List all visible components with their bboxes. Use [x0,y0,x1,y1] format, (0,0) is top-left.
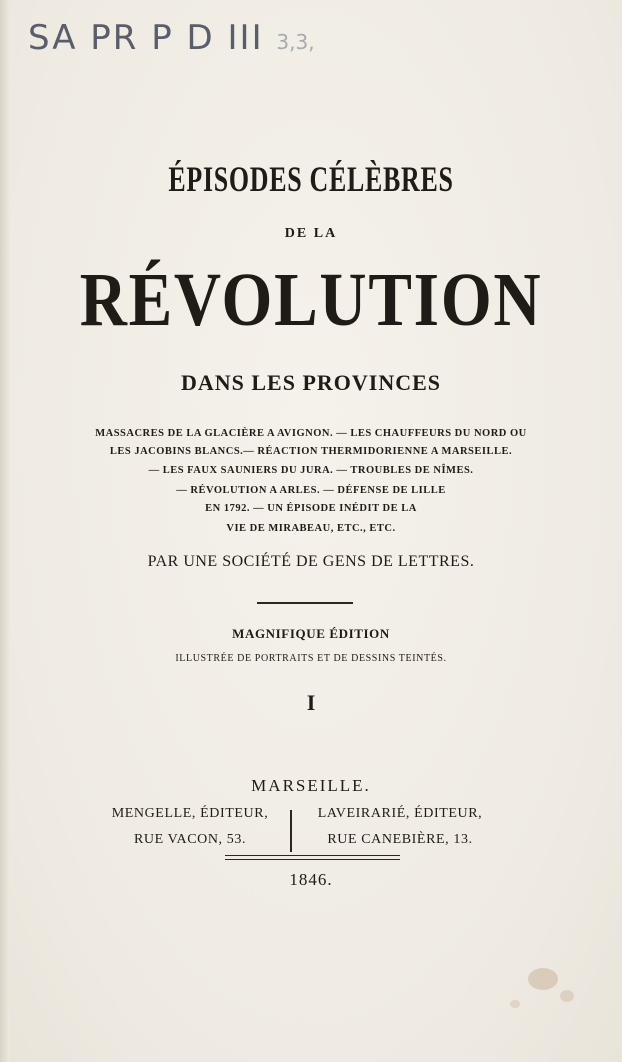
imprint-city: MARSEILLE. [251,776,371,795]
edition-title: MAGNIFIQUE ÉDITION [232,626,390,641]
subtitle-line: LES JACOBINS BLANCS.— RÉACTION THERMIDORIENNE A MARSEILLE. [109,446,513,457]
publication-year: 1846. [289,870,333,889]
publisher-right-name: LAVEIRARIÉ, ÉDITEUR, [317,806,483,821]
foxing-stain [528,968,558,990]
foxing-stain [510,1000,520,1008]
volume-number: I [306,690,316,715]
shelfmark-main: SA PR P D III [28,18,264,58]
publisher-left-address: RUE VACON, 53. [133,832,247,847]
subtitle-line: MASSACRES DE LA GLACIÈRE A AVIGNON. — LES CHAUFFEURS DU NORD OU [95,428,527,439]
handwritten-shelfmark [28,18,315,58]
publisher-left-name: MENGELLE, ÉDITEUR, [111,806,269,821]
publisher-right-address: RUE CANEBIÈRE, 13. [327,832,473,847]
author-line: PAR UNE SOCIÉTÉ DE GENS DE LETTRES. [147,553,475,570]
subtitle-line: EN 1792. — UN ÉPISODE INÉDIT DE LA [205,503,417,514]
subtitle-line: — LES FAUX SAUNIERS DU JURA. — TROUBLES DE NÎMES. [148,465,474,476]
edition-subtitle: ILLUSTRÉE DE PORTRAITS ET DE DESSINS TEINTÉS. [175,653,447,664]
title-line-4: DANS LES PROVINCES [180,370,442,395]
title-line-2: DE LA [284,226,338,241]
subtitle-line: — RÉVOLUTION A ARLES. — DÉFENSE DE LILLE [176,485,446,496]
publisher-divider [290,810,292,852]
shelfmark-faint: 3,3, [276,30,315,54]
subtitle-line: VIE DE MIRABEAU, ETC., ETC. [226,523,396,534]
title-line-1: ÉPISODES CÉLÈBRES [168,159,454,199]
foxing-stain [560,990,574,1002]
divider-rule [257,602,353,604]
main-title: RÉVOLUTION [79,258,543,342]
double-rule [225,855,400,860]
